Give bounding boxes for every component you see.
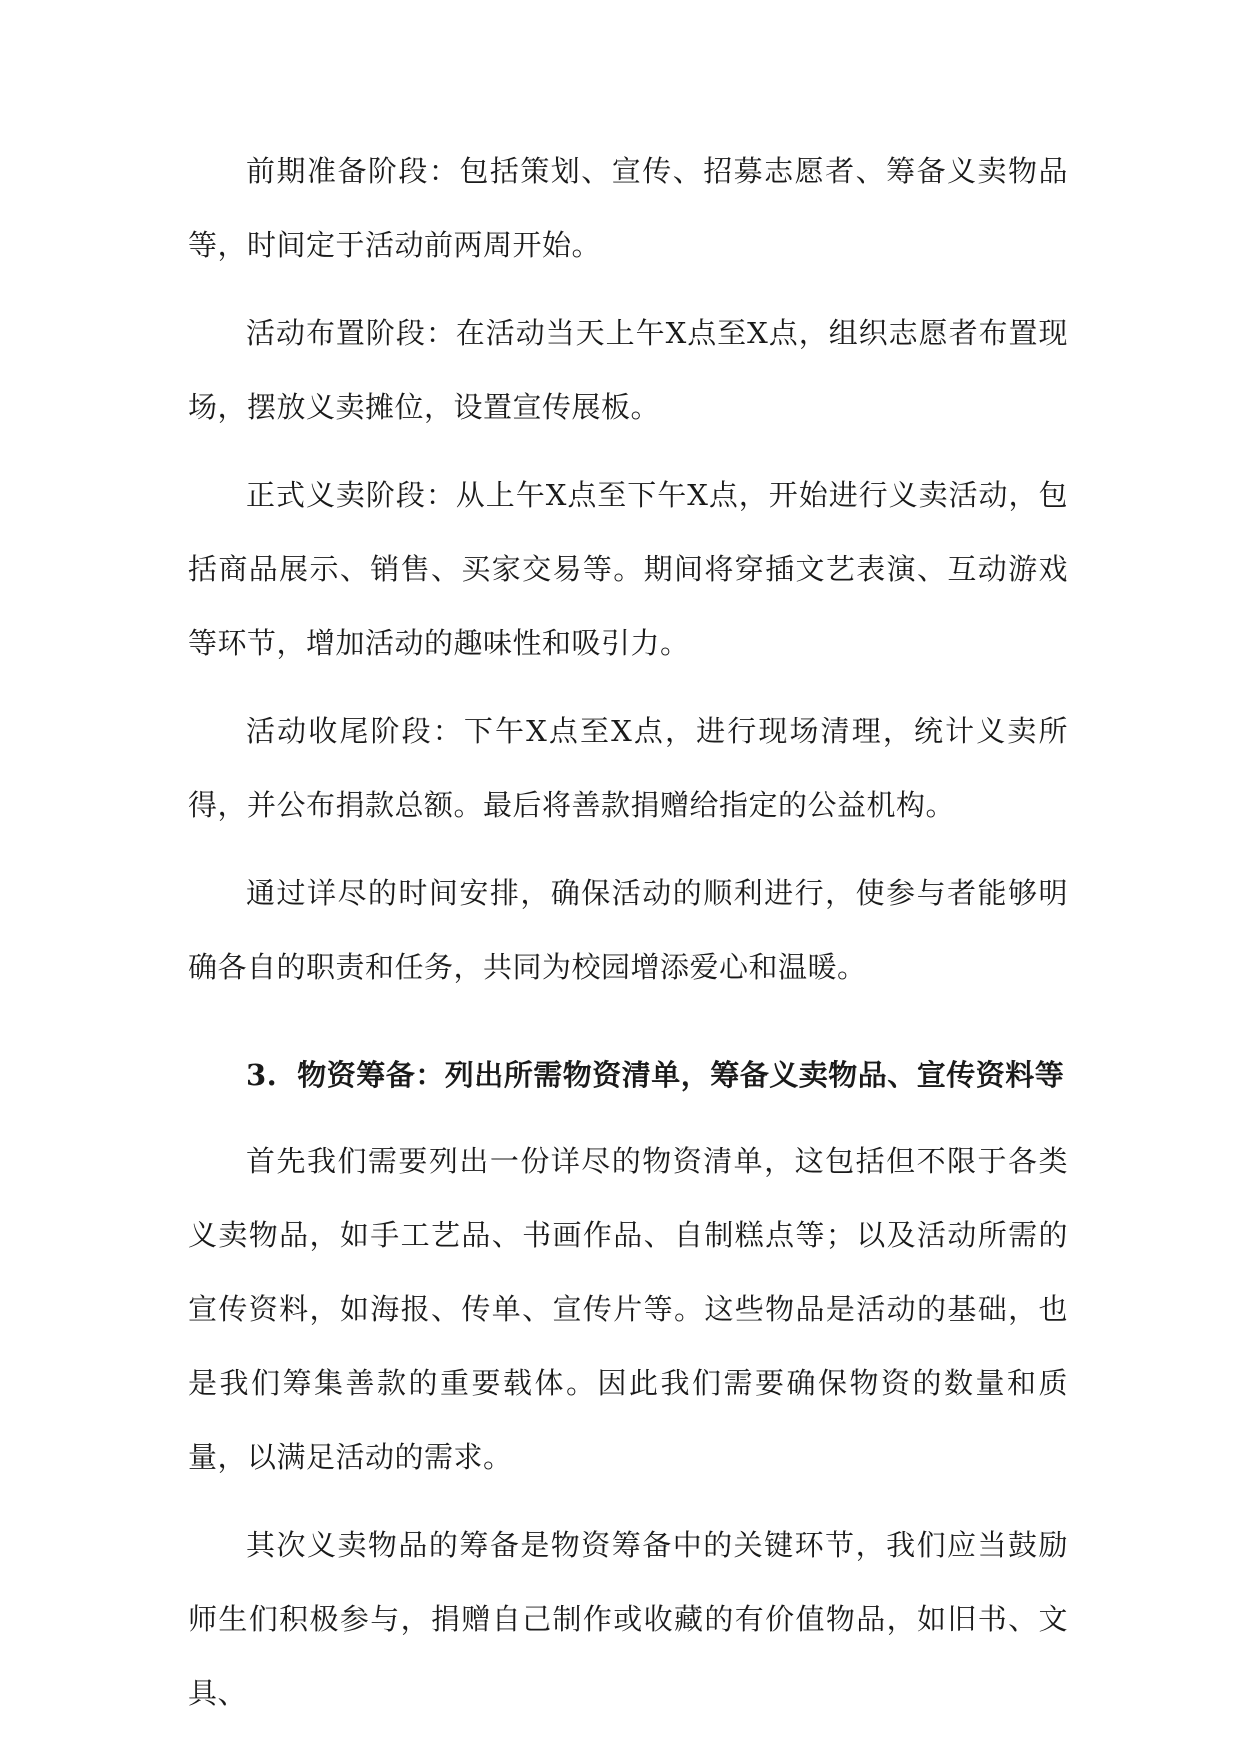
paragraph-preparation-stage: 前期准备阶段：包括策划、宣传、招募志愿者、筹备义卖物品等，时间定于活动前两周开始。: [188, 154, 1068, 262]
paragraph-materials-list: 首先我们需要列出一份详尽的物资清单，这包括但不限于各类义卖物品，如手工艺品、书画作品、自制糕点等；以及活动所需的宣传资料，如海报、传单、宣传片等。这些物品是活动的基础，也是我们筹集善款的重要载体。因此我们需要确保物资的数量和质量，以满足活动的需求。: [188, 1144, 1068, 1474]
paragraph-schedule-summary: 通过详尽的时间安排，确保活动的顺利进行，使参与者能够明确各自的职责和任务，共同为校园增添爱心和温暖。: [188, 876, 1068, 984]
paragraph-charity-sale-stage: 正式义卖阶段：从上午X点至下午X点，开始进行义卖活动，包括商品展示、销售、买家交易等。期间将穿插文艺表演、互动游戏等环节，增加活动的趣味性和吸引力。: [188, 478, 1068, 660]
section-title: 物资筹备：列出所需物资清单，筹备义卖物品、宣传资料等: [297, 1058, 1065, 1092]
paragraph-setup-stage: 活动布置阶段：在活动当天上午X点至X点，组织志愿者布置现场，摆放义卖摊位，设置宣传展板。: [188, 316, 1068, 424]
section-heading-materials: [188, 1038, 1068, 1112]
paragraph-closing-stage: 活动收尾阶段：下午X点至X点，进行现场清理，统计义卖所得，并公布捐款总额。最后将善款捐赠给指定的公益机构。: [188, 714, 1068, 822]
document-body: [188, 134, 1068, 1744]
paragraph-sale-items: 其次义卖物品的筹备是物资筹备中的关键环节，我们应当鼓励师生们积极参与，捐赠自己制作或收藏的有价值物品，如旧书、文具、: [188, 1528, 1068, 1710]
section-number: 3.: [246, 1058, 278, 1092]
